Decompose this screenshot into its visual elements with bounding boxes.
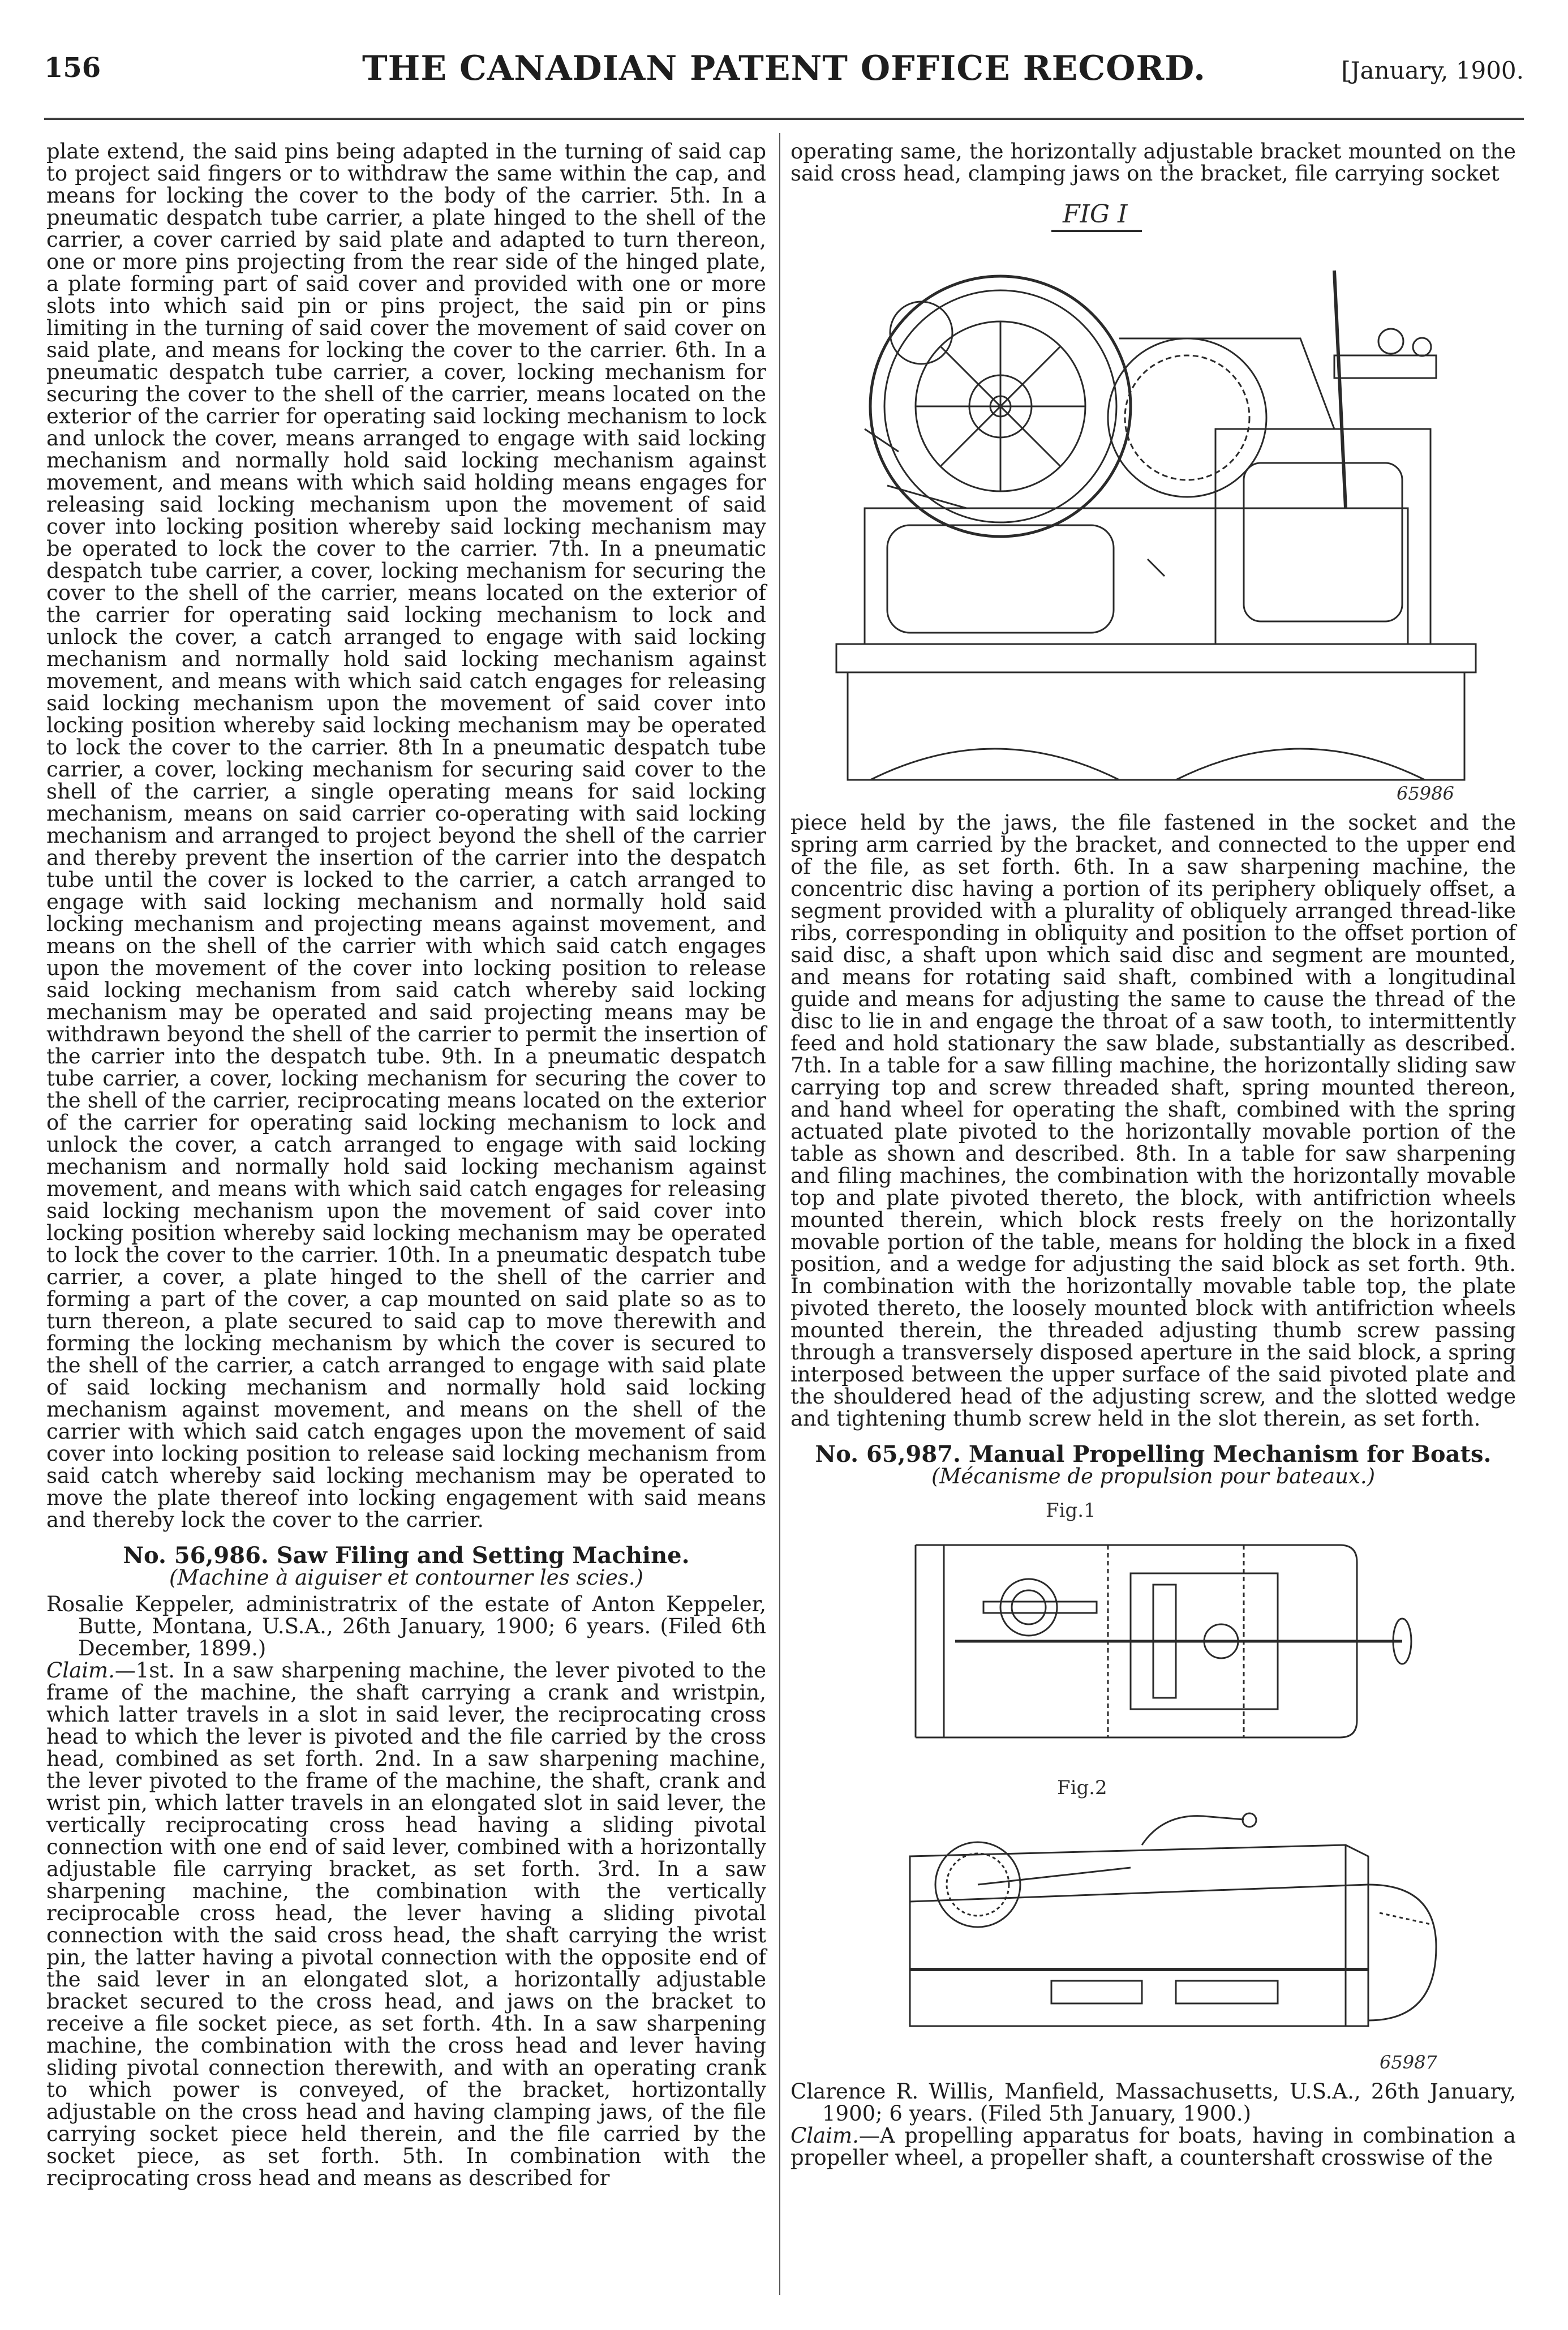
claims-continuation-text: plate extend, the said pins being adapted in the turning of said cap to project said fingers or to withdraw the same within the cap, and means for locking the cover to the body of the carrier. 5th. In a pneumatic despatch tube carrier, a plate hinged to the shell of the carrier, a cover carried by said plate and adapted to turn thereon, one or more pins projecting from the rear side of the hinged plate, a plate forming part of said cover and provided with one or more slots into which said pin or pins project, the said pin or pins limiting in the turning of said cover the movement of said cover on said plate, and means for locking the cover to the carrier. 6th. In a pneumatic despatch tube carrier, a cover, locking mechanism for securing the cover to the shell of the carrier, means located on the exterior of the carrier for operating said locking mechanism to lock and unlock the cover, means arranged to engage with said locking mechanism and normally hold said locking mechanism against movement, and means with which said holding means engages for releasing said locking mechanism upon the movement of said cover into locking position whereby said locking mechanism may be operated to lock the cover to the carrier. 7th. In a pneumatic despatch tube carrier, a cover, locking mechanism for securing the cover to the shell of the carrier, means located on the exterior of the carrier for operating said locking mechanism to lock and unlock the cover, a catch arranged to engage with said locking mechanism and normally hold said locking mechanism against movement, and means with which said catch engages for releasing said locking mechanism upon the movement of said cover into locking position whereby said locking mechanism may be operated to lock the cover to the carrier. 8th In a pneumatic despatch tube carrier, a cover, locking mechanism for securing said cover to the shell of the carrier, a single operating means for said locking mechanism, means on said carrier co-operating with said locking mechanism and arranged to project beyond the shell of the carrier and thereby prevent the insertion of the carrier into the despatch tube until the cover is locked to the carrier, a catch arranged to engage with said locking mechanism and normally hold said locking mechanism and projecting means against movement, and means on the shell of the carrier with which said catch engages upon the movement of the cover into locking position to release said locking mechanism from said catch whereby said locking mechanism may be operated and said projecting means may be withdrawn beyond the shell of the carrier to permit the insertion of the carrier into the despatch tube. 9th. In a pneumatic despatch tube carrier, a cover, locking mechanism for securing the cover to the shell of the carrier, reciprocating means located on the exterior of the carrier for operating said locking mechanism to lock and unlock the cover, a catch arranged to engage with said locking mechanism and normally hold said locking mechanism against movement, and means with which said catch engages for releasing said locking mechanism upon the movement of said cover into locking position whereby said locking mechanism may be operated to lock the cover to the carrier. 10th. In a pneumatic despatch tube carrier, a cover, a plate hinged to the shell of the carrier and forming a part of the cover, a cap mounted on said plate so as to turn thereon, a plate secured to said cap to move therewith and forming the locking mechanism by which the cover is secured to the shell of the carrier, a catch arranged to engage with said plate of said locking mechanism and normally hold said locking mechanism against movement, and means on the shell of the carrier with which said catch engages upon the movement of said cover into locking position to release said locking mechanism from said catch whereby said locking mechanism may be operated to move the plate thereof into locking engagement with said means and thereby lock the cover to the carrier. <box>46 139 766 1532</box>
claims-continuation-top: operating same, the horizontally adjustable bracket mounted on the said cross head, clamping jaws on the bracket, file carrying socket <box>791 139 1516 186</box>
patent-56986-subtitle: (Machine à aiguiser et contourner les scies.) <box>169 1565 643 1590</box>
figure-1-label: FIG I <box>1063 200 1128 229</box>
patent-65987-claims <box>791 2125 1516 2169</box>
journal-title: THE CANADIAN PATENT OFFICE RECORD. <box>362 49 1206 88</box>
figure-1-number: 65986 <box>1397 783 1454 804</box>
boat-figure-2-label: Fig.2 <box>1057 1777 1107 1799</box>
boat-mechanism-figure <box>814 1494 1493 2077</box>
issue-date: [January, 1900. <box>1341 57 1524 84</box>
patent-65987-applicant: Clarence R. Willis, Manfield, Massachusetts, U.S.A., 26th January, 1900; 6 years. (Filed 5th January, 1900.) <box>791 2079 1516 2126</box>
claim-label: Claim. <box>791 2123 859 2148</box>
patent-56986-title: No. 56,986. Saw Filing and Setting Machine. <box>123 1542 690 1569</box>
patent-56986-applicant: Rosalie Keppeler, administratrix of the estate of Anton Keppeler, Butte, Montana, U.S.A., 26th January, 1900; 6 years. (Filed 6th December, 1899.) <box>46 1592 766 1660</box>
patent-65987-subtitle: (Mécanisme de propulsion pour bateaux.) <box>931 1464 1376 1488</box>
boat-figure-1-label: Fig.1 <box>1046 1499 1096 1522</box>
boat-mechanism-drawing <box>814 1494 1493 2077</box>
header-rule <box>44 118 1524 120</box>
page-number: 156 <box>44 52 101 84</box>
left-column <box>46 140 766 2189</box>
boat-figure-number: 65987 <box>1380 2052 1437 2073</box>
claim-text: —1st. In a saw sharpening machine, the lever pivoted to the frame of the machine, the shaft carrying a crank and wristpin, which latter travels in a slot in said lever, the reciprocating cross head to which the lever is pivoted and the file carried by the cross head, combined as set forth. 2nd. In a saw sharpening machine, the lever pivoted to the frame of the machine, the shaft, crank and wrist pin, which latter travels in an elongated slot in said lever, the vertically reciprocating cross head having a sliding pivotal connection with one end of said lever, combined with a horizontally adjustable file carrying bracket, as set forth. 3rd. In a saw sharpening machine, the combination with the vertically reciprocable cross head, the lever having a sliding pivotal connection with the said cross head, the shaft carrying the wrist pin, the latter having a pivotal connection with the opposite end of the said lever in an elongated slot, a horizontally adjustable bracket secured to the cross head, and jaws on the bracket to receive a file socket piece, as set forth. 4th. In a saw sharpening machine, the combination with the cross head and lever having sliding pivotal connection therewith, and with an operating crank to which power is conveyed, of the bracket, hortizontally adjustable on the cross head and having clamping jaws, of the file carrying socket piece held therein, and the file carried by the socket piece, as set forth. 5th. In combination with the reciprocating cross head and means as described for <box>46 1658 766 2190</box>
page-header <box>44 49 1524 106</box>
saw-machine-drawing <box>825 191 1481 808</box>
claim-label: Claim. <box>46 1658 115 1683</box>
column-divider <box>779 133 780 2295</box>
patent-65987-title: No. 65,987. Manual Propelling Mechanism for Boats. <box>815 1441 1492 1467</box>
patent-56986-claims <box>46 1659 766 2189</box>
claims-continuation-bottom: piece held by the jaws, the file fastened in the socket and the spring arm carried by the bracket, and connected to the upper end of the file, as set forth. 6th. In a saw sharpening machine, the concentric disc having a portion of its periphery obliquely offset, a segment provided with a plurality of obliquely arranged thread-like ribs, corresponding in obliquity and position to the offset portion of said disc, a shaft upon which said disc and segment are mounted, and means for rotating said shaft, combined with a longitudinal guide and means for adjusting the same to cause the thread of the disc to lie in and engage the throat of a saw tooth, to intermittently feed and hold stationary the saw blade, substantially as described. 7th. In a table for a saw filling machine, the horizontally sliding saw carrying top and screw threaded shaft, spring mounted thereon, and hand wheel for operating the shaft, combined with the spring actuated plate pivoted to the horizontally movable portion of the table as shown and described. 8th. In a table for saw sharpening and filing machines, the combination with the horizontally movable top and plate pivoted thereto, the block, with antifriction wheels mounted therein, which block rests freely on the horizontally movable portion of the table, means for holding the block in a fixed position, and a wedge for adjusting the said block as set forth. 9th. In combination with the horizontally movable table top, the plate pivoted thereto, the loosely mounted block with antifriction wheels mounted therein, the threaded adjusting thumb screw passing through a transversely disposed aperture in the said block, a spring interposed between the upper surface of the said pivoted plate and the shouldered head of the adjusting screw, and the slotted wedge and tightening thumb screw held in the slot therein, as set forth. <box>791 810 1516 1431</box>
saw-machine-figure <box>825 191 1481 808</box>
claim-text: —A propelling apparatus for boats, having in combination a propeller wheel, a propeller shaft, a countershaft crosswise of the <box>791 2123 1516 2170</box>
right-column <box>791 140 1516 2169</box>
